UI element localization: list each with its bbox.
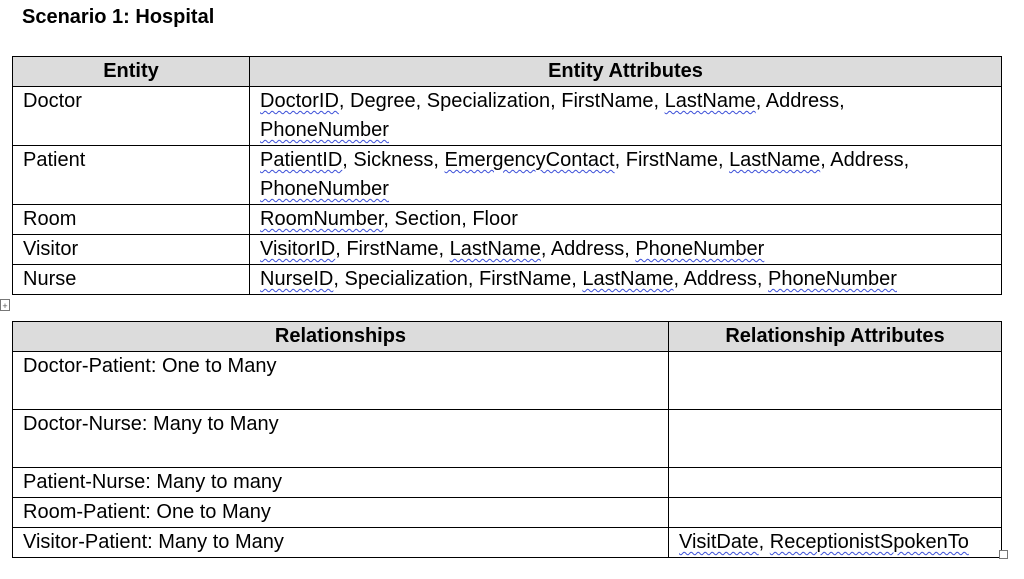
entity-attributes-cell[interactable] xyxy=(250,87,1002,146)
table-resize-icon[interactable] xyxy=(999,550,1008,559)
relationship-row xyxy=(13,410,1002,468)
entity-name-cell[interactable]: Patient xyxy=(13,146,250,205)
relationship-row xyxy=(13,498,1002,528)
relationship-name-cell[interactable]: Patient-Nurse: Many to many xyxy=(13,468,669,498)
spellcheck-flagged-word: ReceptionistSpokenTo xyxy=(769,531,969,553)
attribute-text: , Section, Floor xyxy=(383,208,518,230)
relationship-table xyxy=(12,321,1002,558)
attribute-text: , Specialization, FirstName, xyxy=(333,268,583,290)
entity-name-cell[interactable]: Nurse xyxy=(13,265,250,295)
spellcheck-flagged-word: PatientID xyxy=(260,149,343,171)
spellcheck-flagged-word: RoomNumber xyxy=(260,208,384,230)
relationship-attributes-cell[interactable] xyxy=(669,468,1002,498)
spellcheck-flagged-word: DoctorID xyxy=(260,90,339,112)
relationship-attributes-cell[interactable] xyxy=(669,410,1002,468)
relationship-row xyxy=(13,468,1002,498)
spellcheck-flagged-word: VisitorID xyxy=(260,238,336,260)
relationship-name-cell[interactable]: Room-Patient: One to Many xyxy=(13,498,669,528)
relationship-attributes-cell[interactable] xyxy=(669,528,1002,558)
attribute-text: , Address, xyxy=(820,149,910,171)
entity-column-header: Entity xyxy=(13,57,250,87)
spellcheck-flagged-word: PhoneNumber xyxy=(260,119,389,141)
entity-attributes-cell[interactable] xyxy=(250,146,1002,205)
attribute-text: , FirstName, xyxy=(335,238,450,260)
document-title: Scenario 1: Hospital xyxy=(22,6,215,28)
relationship-row xyxy=(13,352,1002,410)
relationships-column-header: Relationships xyxy=(13,322,669,352)
relationship-name-cell[interactable]: Doctor-Nurse: Many to Many xyxy=(13,410,669,468)
entity-name-cell[interactable]: Doctor xyxy=(13,87,250,146)
attribute-text: , Address, xyxy=(755,90,845,112)
attribute-text: , Sickness, xyxy=(342,149,445,171)
attribute-text: , xyxy=(758,531,770,553)
attribute-text: , Address, xyxy=(540,238,636,260)
spellcheck-flagged-word: PhoneNumber xyxy=(260,178,389,200)
spellcheck-flagged-word: PhoneNumber xyxy=(635,238,765,260)
table-move-icon[interactable]: + xyxy=(0,299,10,311)
entity-row xyxy=(13,265,1002,295)
spellcheck-flagged-word: NurseID xyxy=(260,268,334,290)
spellcheck-flagged-word: PhoneNumber xyxy=(768,268,897,290)
relationship-name-cell[interactable]: Visitor-Patient: Many to Many xyxy=(13,528,669,558)
entity-row xyxy=(13,87,1002,146)
entity-attributes-column-header: Entity Attributes xyxy=(250,57,1002,87)
relationship-attributes-column-header: Relationship Attributes xyxy=(669,322,1002,352)
spellcheck-flagged-word: LastName xyxy=(582,268,674,290)
entity-name-cell[interactable]: Visitor xyxy=(13,235,250,265)
spellcheck-flagged-word: LastName xyxy=(729,149,821,171)
relationship-attributes-cell[interactable] xyxy=(669,352,1002,410)
attribute-text: , Degree, Specialization, FirstName, xyxy=(338,90,665,112)
entity-name-cell[interactable]: Room xyxy=(13,205,250,235)
entity-attributes-cell[interactable] xyxy=(250,265,1002,295)
relationship-row xyxy=(13,528,1002,558)
entity-attributes-cell[interactable] xyxy=(250,205,1002,235)
entity-row xyxy=(13,205,1002,235)
relationship-table-header-row xyxy=(13,322,1002,352)
spellcheck-flagged-word: EmergencyContact xyxy=(444,149,615,171)
spellcheck-flagged-word: LastName xyxy=(449,238,541,260)
entity-row xyxy=(13,235,1002,265)
attribute-text: , FirstName, xyxy=(614,149,730,171)
entity-attributes-cell[interactable] xyxy=(250,235,1002,265)
entity-table xyxy=(12,56,1002,295)
entity-table-header-row xyxy=(13,57,1002,87)
relationship-name-cell[interactable]: Doctor-Patient: One to Many xyxy=(13,352,669,410)
spellcheck-flagged-word: LastName xyxy=(664,90,756,112)
relationship-attributes-cell[interactable] xyxy=(669,498,1002,528)
attribute-text: , Address, xyxy=(673,268,768,290)
entity-row xyxy=(13,146,1002,205)
spellcheck-flagged-word: VisitDate xyxy=(679,531,759,553)
